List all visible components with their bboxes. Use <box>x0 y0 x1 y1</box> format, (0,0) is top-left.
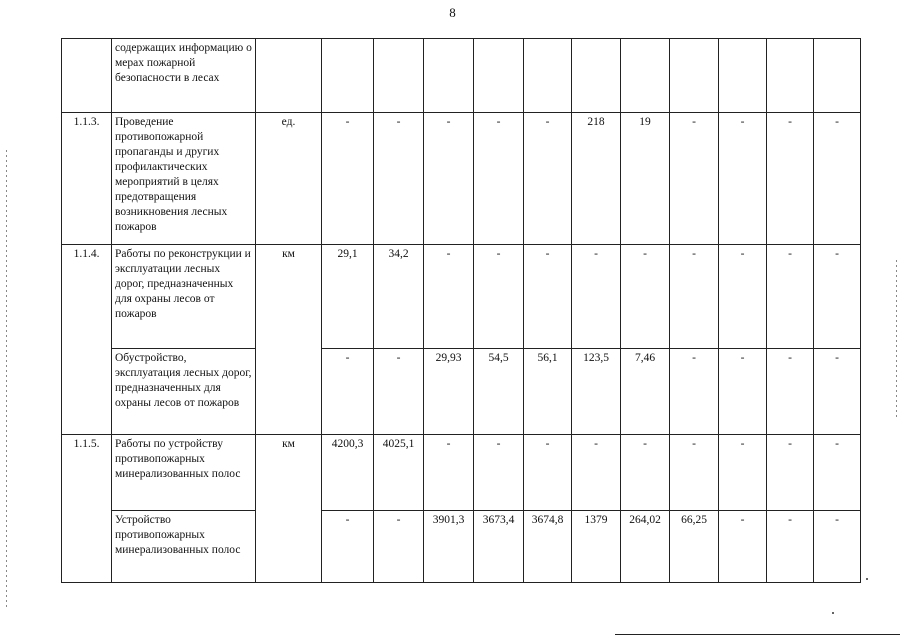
value-cell: 1379 <box>572 511 621 583</box>
value-cell: 218 <box>572 113 621 245</box>
measure-name: Работы по реконструкции и эксплуатации лесных дорог, предназначенных для охраны лесов от пожаров <box>112 245 256 349</box>
value-cell: - <box>424 435 474 511</box>
value-cell: 123,5 <box>572 349 621 435</box>
table-row <box>62 39 861 113</box>
value-cell: - <box>719 113 767 245</box>
value-cell: 34,2 <box>374 245 424 349</box>
value-cell <box>424 39 474 113</box>
measure-name: Работы по устройству противопожарных минерализованных полос <box>112 435 256 511</box>
value-cell: - <box>374 349 424 435</box>
value-cell: - <box>524 113 572 245</box>
row-number <box>62 39 112 113</box>
row-number: 1.1.4. <box>62 245 112 349</box>
value-cell: - <box>719 349 767 435</box>
row-number: 1.1.3. <box>62 113 112 245</box>
value-cell: - <box>374 113 424 245</box>
value-cell: - <box>424 245 474 349</box>
value-cell <box>322 39 374 113</box>
value-cell: - <box>572 435 621 511</box>
value-cell <box>767 39 814 113</box>
unit-cell: км <box>256 435 322 511</box>
value-cell: - <box>524 245 572 349</box>
scan-speck <box>832 612 834 614</box>
value-cell: - <box>474 245 524 349</box>
value-cell: - <box>719 511 767 583</box>
value-cell: 29,1 <box>322 245 374 349</box>
value-cell: - <box>814 435 861 511</box>
value-cell: 4025,1 <box>374 435 424 511</box>
scan-margin-mark <box>6 150 7 610</box>
value-cell: - <box>814 511 861 583</box>
table-row <box>62 245 861 349</box>
value-cell: 66,25 <box>670 511 719 583</box>
value-cell: - <box>621 245 670 349</box>
value-cell: - <box>670 349 719 435</box>
value-cell: - <box>814 113 861 245</box>
footer-rule <box>615 634 900 635</box>
value-cell: - <box>767 435 814 511</box>
value-cell: - <box>719 435 767 511</box>
unit-cell <box>256 39 322 113</box>
value-cell: 7,46 <box>621 349 670 435</box>
value-cell <box>572 39 621 113</box>
value-cell: - <box>670 113 719 245</box>
value-cell: 3673,4 <box>474 511 524 583</box>
value-cell: 264,02 <box>621 511 670 583</box>
unit-cell <box>256 349 322 435</box>
value-cell: - <box>374 511 424 583</box>
table-row <box>62 349 861 435</box>
table-row <box>62 511 861 583</box>
measure-name: Обустройство, эксплуатация лесных дорог, предназначенных для охраны лесов от пожаров <box>112 349 256 435</box>
table-row <box>62 435 861 511</box>
value-cell: 4200,3 <box>322 435 374 511</box>
value-cell: 56,1 <box>524 349 572 435</box>
value-cell: 3674,8 <box>524 511 572 583</box>
measure-name: Проведение противопожарной пропаганды и других профилактических мероприятий в целях предотвращения возникновения лесных пожаров <box>112 113 256 245</box>
value-cell: 29,93 <box>424 349 474 435</box>
table-row <box>62 113 861 245</box>
unit-cell: ед. <box>256 113 322 245</box>
page-number: 8 <box>449 5 456 20</box>
unit-cell <box>256 511 322 583</box>
value-cell: - <box>474 113 524 245</box>
value-cell: 54,5 <box>474 349 524 435</box>
value-cell: - <box>474 435 524 511</box>
value-cell: 19 <box>621 113 670 245</box>
value-cell: - <box>322 349 374 435</box>
value-cell <box>814 39 861 113</box>
value-cell: - <box>767 245 814 349</box>
value-cell: - <box>524 435 572 511</box>
value-cell: - <box>814 245 861 349</box>
value-cell: - <box>767 113 814 245</box>
value-cell: - <box>322 511 374 583</box>
value-cell <box>670 39 719 113</box>
value-cell: - <box>572 245 621 349</box>
value-cell: - <box>670 245 719 349</box>
value-cell: 3901,3 <box>424 511 474 583</box>
row-number <box>62 349 112 435</box>
value-cell: - <box>424 113 474 245</box>
value-cell <box>621 39 670 113</box>
row-number <box>62 511 112 583</box>
measure-name: Устройство противопожарных минерализованных полос <box>112 511 256 583</box>
value-cell <box>524 39 572 113</box>
value-cell: - <box>767 349 814 435</box>
value-cell <box>474 39 524 113</box>
measures-table <box>61 38 861 583</box>
value-cell: - <box>322 113 374 245</box>
value-cell: - <box>814 349 861 435</box>
scan-margin-mark <box>896 260 897 420</box>
row-number: 1.1.5. <box>62 435 112 511</box>
value-cell <box>719 39 767 113</box>
unit-cell: км <box>256 245 322 349</box>
value-cell: - <box>670 435 719 511</box>
value-cell <box>374 39 424 113</box>
scan-speck <box>866 578 868 580</box>
value-cell: - <box>621 435 670 511</box>
value-cell: - <box>767 511 814 583</box>
measure-name: содержащих информацию о мерах пожарной безопасности в лесах <box>112 39 256 113</box>
value-cell: - <box>719 245 767 349</box>
